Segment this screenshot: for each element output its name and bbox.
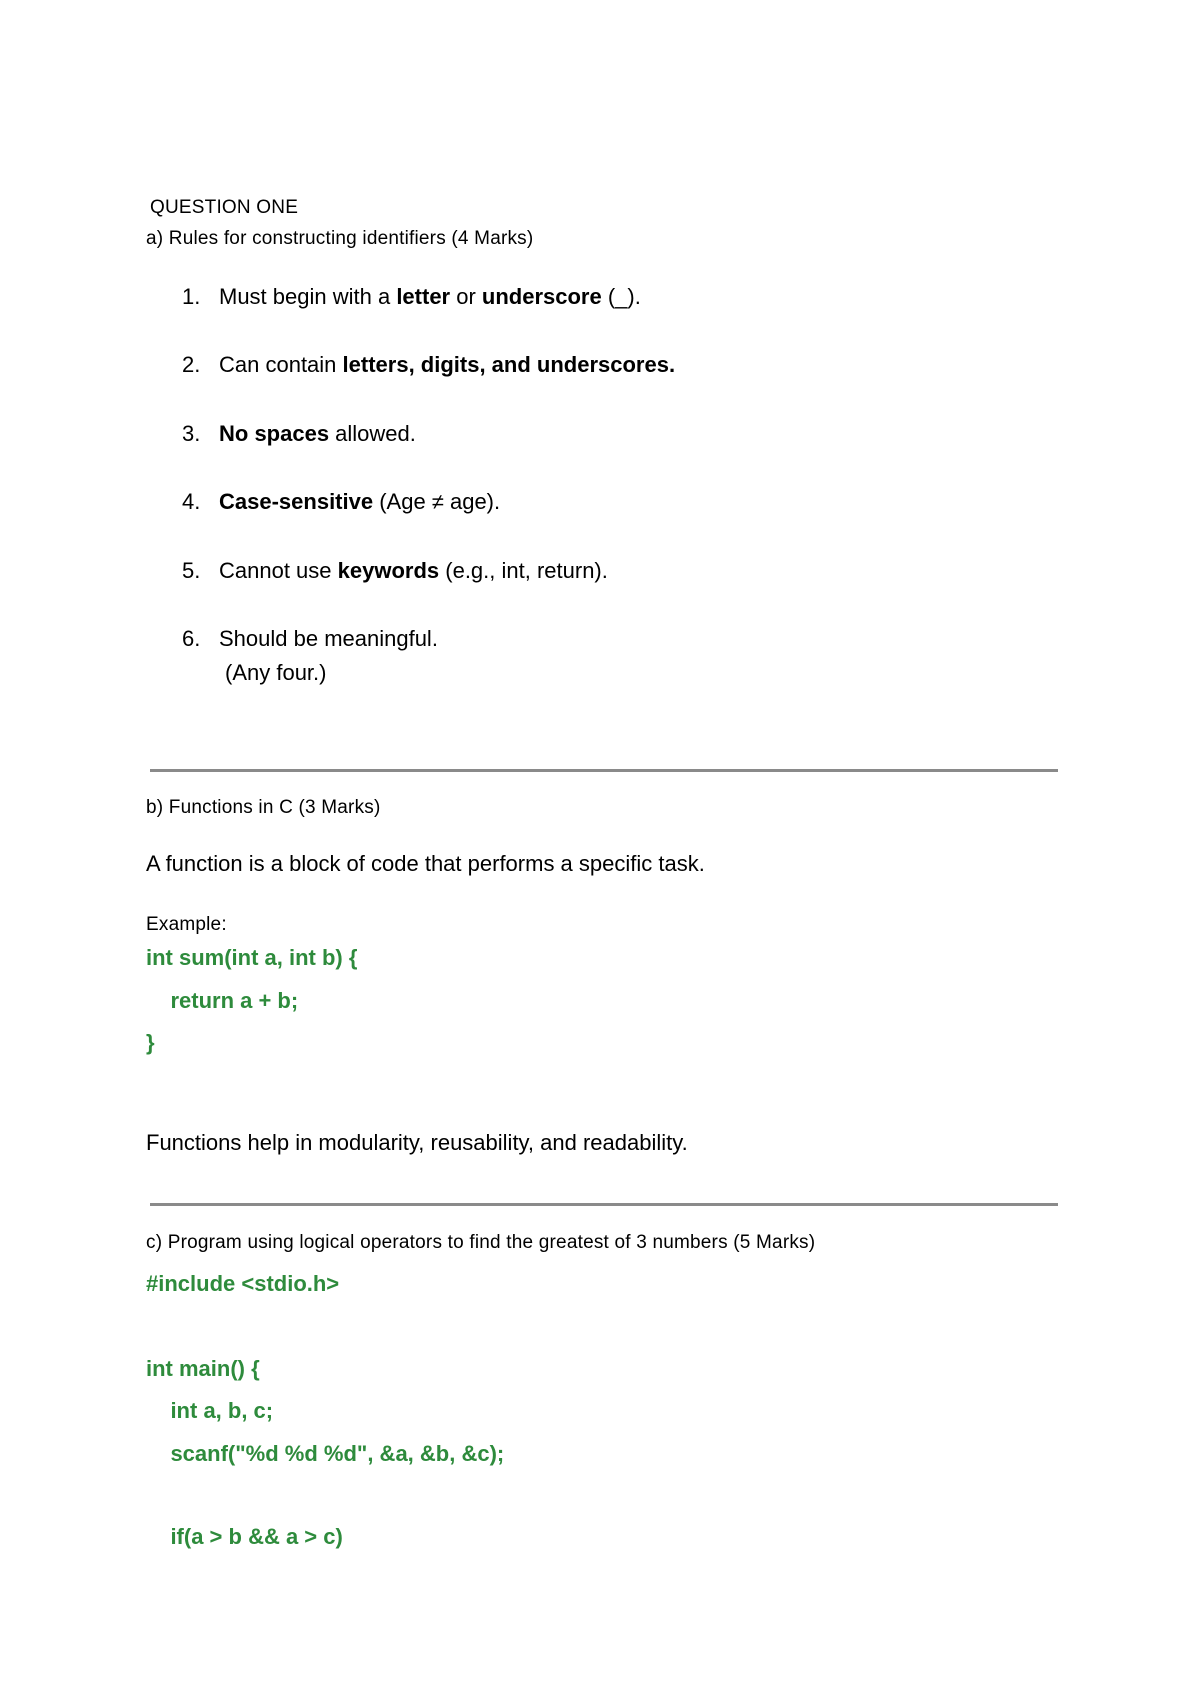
plain-text: (Age ≠ age). [373,489,501,514]
list-item [0,421,1200,451]
list-number: 4. [182,489,201,514]
emphasis-text: No spaces [219,421,330,446]
list-item [0,558,1200,588]
list-number: 5. [182,558,201,583]
plain-text: Cannot use [219,558,338,583]
list-item [0,626,1200,656]
plain-text: or [450,284,482,309]
list-text [219,626,438,652]
code-line: scanf("%d %d %d", &a, &b, &c); [146,1441,505,1466]
emphasis-text: letter [396,284,451,309]
code-line: return a + b; [146,988,299,1013]
list-number: 3. [182,421,201,446]
emphasis-text: letters, digits, and underscores. [342,352,676,377]
example-label: Example: [146,914,227,935]
section-c-title: c) Program using logical operators to find the greatest of 3 numbers (5 Marks) [146,1232,816,1253]
list-number: 6. [182,626,201,651]
function-definition: A function is a block of code that performs a specific task. [146,851,705,876]
list-text [219,352,675,378]
plain-text: (e.g., int, return). [439,558,608,583]
list-number: 1. [182,284,201,309]
section-b-title: b) Functions in C (3 Marks) [146,797,381,818]
emphasis-text: underscore [481,284,602,309]
plain-text: Can contain [219,352,343,377]
list-number: 2. [182,352,201,377]
code-line: int main() { [146,1356,260,1381]
code-line: int sum(int a, int b) { [146,945,358,970]
section-divider [150,769,1058,772]
list-item [0,284,1200,314]
emphasis-text: keywords [337,558,440,583]
plain-text: Must begin with a [219,284,397,309]
code-line: #include <stdio.h> [146,1271,340,1296]
list-text [219,558,608,584]
plain-text: Should be meaningful. [219,626,438,651]
plain-text: allowed. [329,421,416,446]
list-item [0,352,1200,382]
question-label: QUESTION ONE [150,197,299,218]
code-line: } [146,1030,155,1055]
any-four-note: (Any four.) [225,660,327,685]
functions-summary: Functions help in modularity, reusability, and readability. [146,1130,688,1155]
code-line: int a, b, c; [146,1398,274,1423]
list-text [219,284,641,310]
code-line: if(a > b && a > c) [146,1524,343,1549]
list-text [219,489,500,515]
section-a-title: a) Rules for constructing identifiers (4 Marks) [146,228,534,249]
list-text [219,421,416,447]
section-divider [150,1203,1058,1206]
list-item [0,489,1200,519]
emphasis-text: Case-sensitive [219,489,374,514]
plain-text: (_). [601,284,641,309]
